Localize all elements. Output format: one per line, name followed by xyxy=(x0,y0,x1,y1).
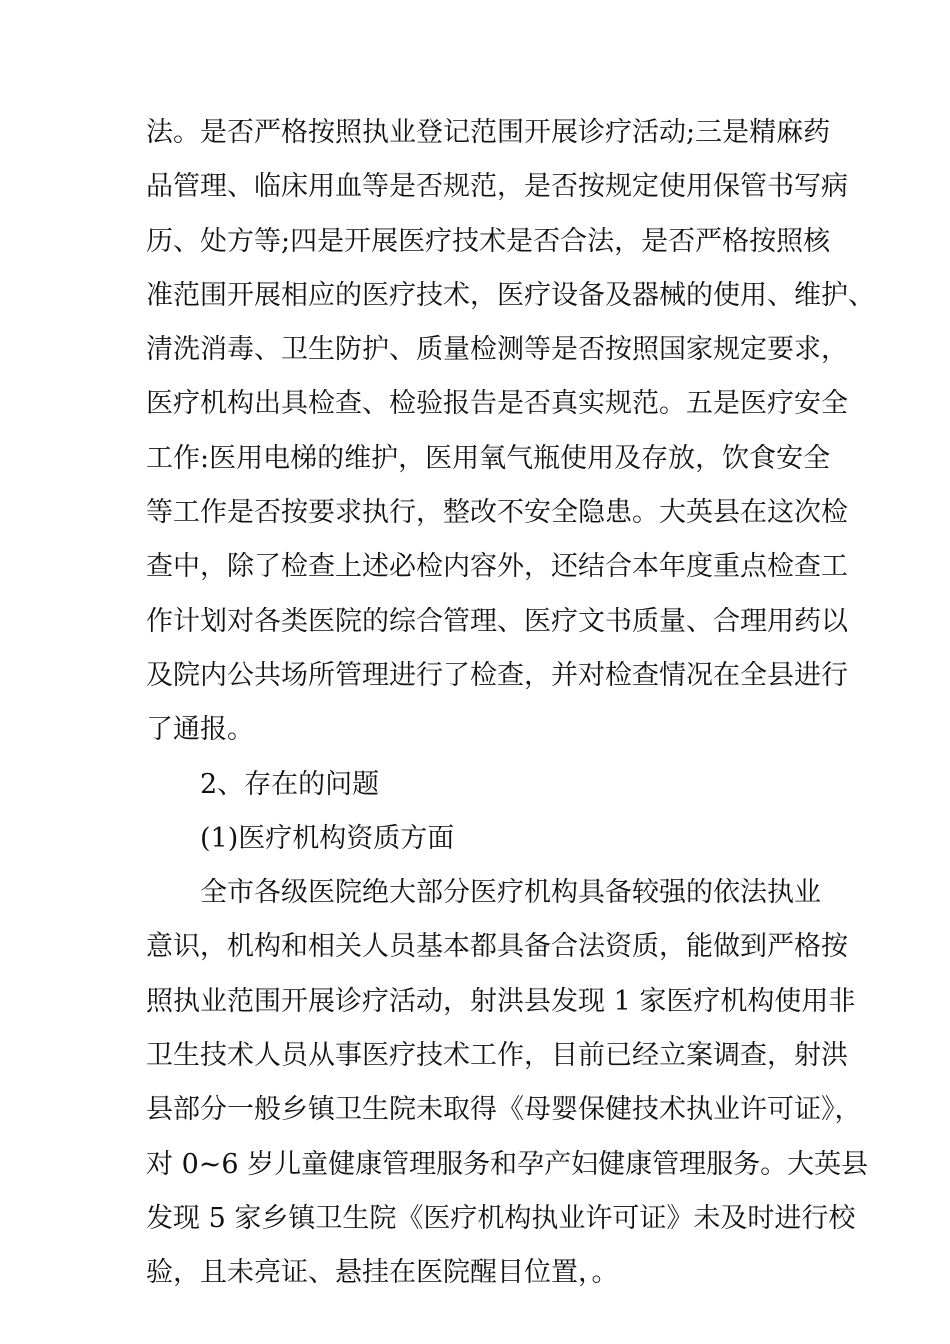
text-line: 发现 5 家乡镇卫生院《医疗机构执业许可证》未及时进行校 xyxy=(146,1202,856,1234)
text-line: 医疗机构出具检查、检验报告是否真实规范。五是医疗安全 xyxy=(146,388,848,420)
text-line: 工作:医用电梯的维护，医用氧气瓶使用及存放，饮食安全 xyxy=(146,442,831,474)
text-line: 查中，除了检查上述必检内容外，还结合本年度重点检查工 xyxy=(146,551,848,583)
text-line: 清洗消毒、卫生防护、质量检测等是否按照国家规定要求， xyxy=(146,334,848,366)
text-line: 及院内公共场所管理进行了检查，并对检查情况在全县进行 xyxy=(146,659,848,691)
text-line: 验，且未亮证、悬挂在医院醒目位置，。 xyxy=(146,1257,619,1289)
text-line: 等工作是否按要求执行，整改不安全隐患。大英县在这次检 xyxy=(146,497,848,529)
text-line: 了通报。 xyxy=(146,714,254,746)
text-line: 准范围开展相应的医疗技术，医疗设备及器械的使用、维护、 xyxy=(146,279,875,311)
text-line: 法。是否严格按照执业登记范围开展诊疗活动;三是精麻药 xyxy=(146,117,831,148)
text-line: 对 0~6 岁儿童健康管理服务和孕产妇健康管理服务。大英县 xyxy=(146,1148,869,1180)
document-body-text xyxy=(146,106,875,1301)
text-line: 作计划对各类医院的综合管理、医疗文书质量、合理用药以 xyxy=(146,605,848,637)
text-line: 县部分一般乡镇卫生院未取得《母婴保健技术执业许可证》， xyxy=(146,1094,862,1126)
text-line: 意识，机构和相关人员基本都具备合法资质，能做到严格按 xyxy=(146,931,848,963)
section-heading: 2、存在的问题 xyxy=(200,768,380,800)
text-line: 卫生技术人员从事医疗技术工作，目前已经立案调查，射洪 xyxy=(146,1040,848,1072)
text-line: 历、处方等;四是开展医疗技术是否合法，是否严格按照核 xyxy=(146,225,831,257)
text-line: 品管理、临床用血等是否规范，是否按规定使用保管书写病 xyxy=(146,171,848,203)
text-line: 照执业范围开展诊疗活动，射洪县发现 1 家医疗机构使用非 xyxy=(146,985,856,1017)
subsection-heading: (1)医疗机构资质方面 xyxy=(200,822,455,854)
paragraph-first-line: 全市各级医院绝大部分医疗机构具备较强的依法执业 xyxy=(200,877,821,909)
